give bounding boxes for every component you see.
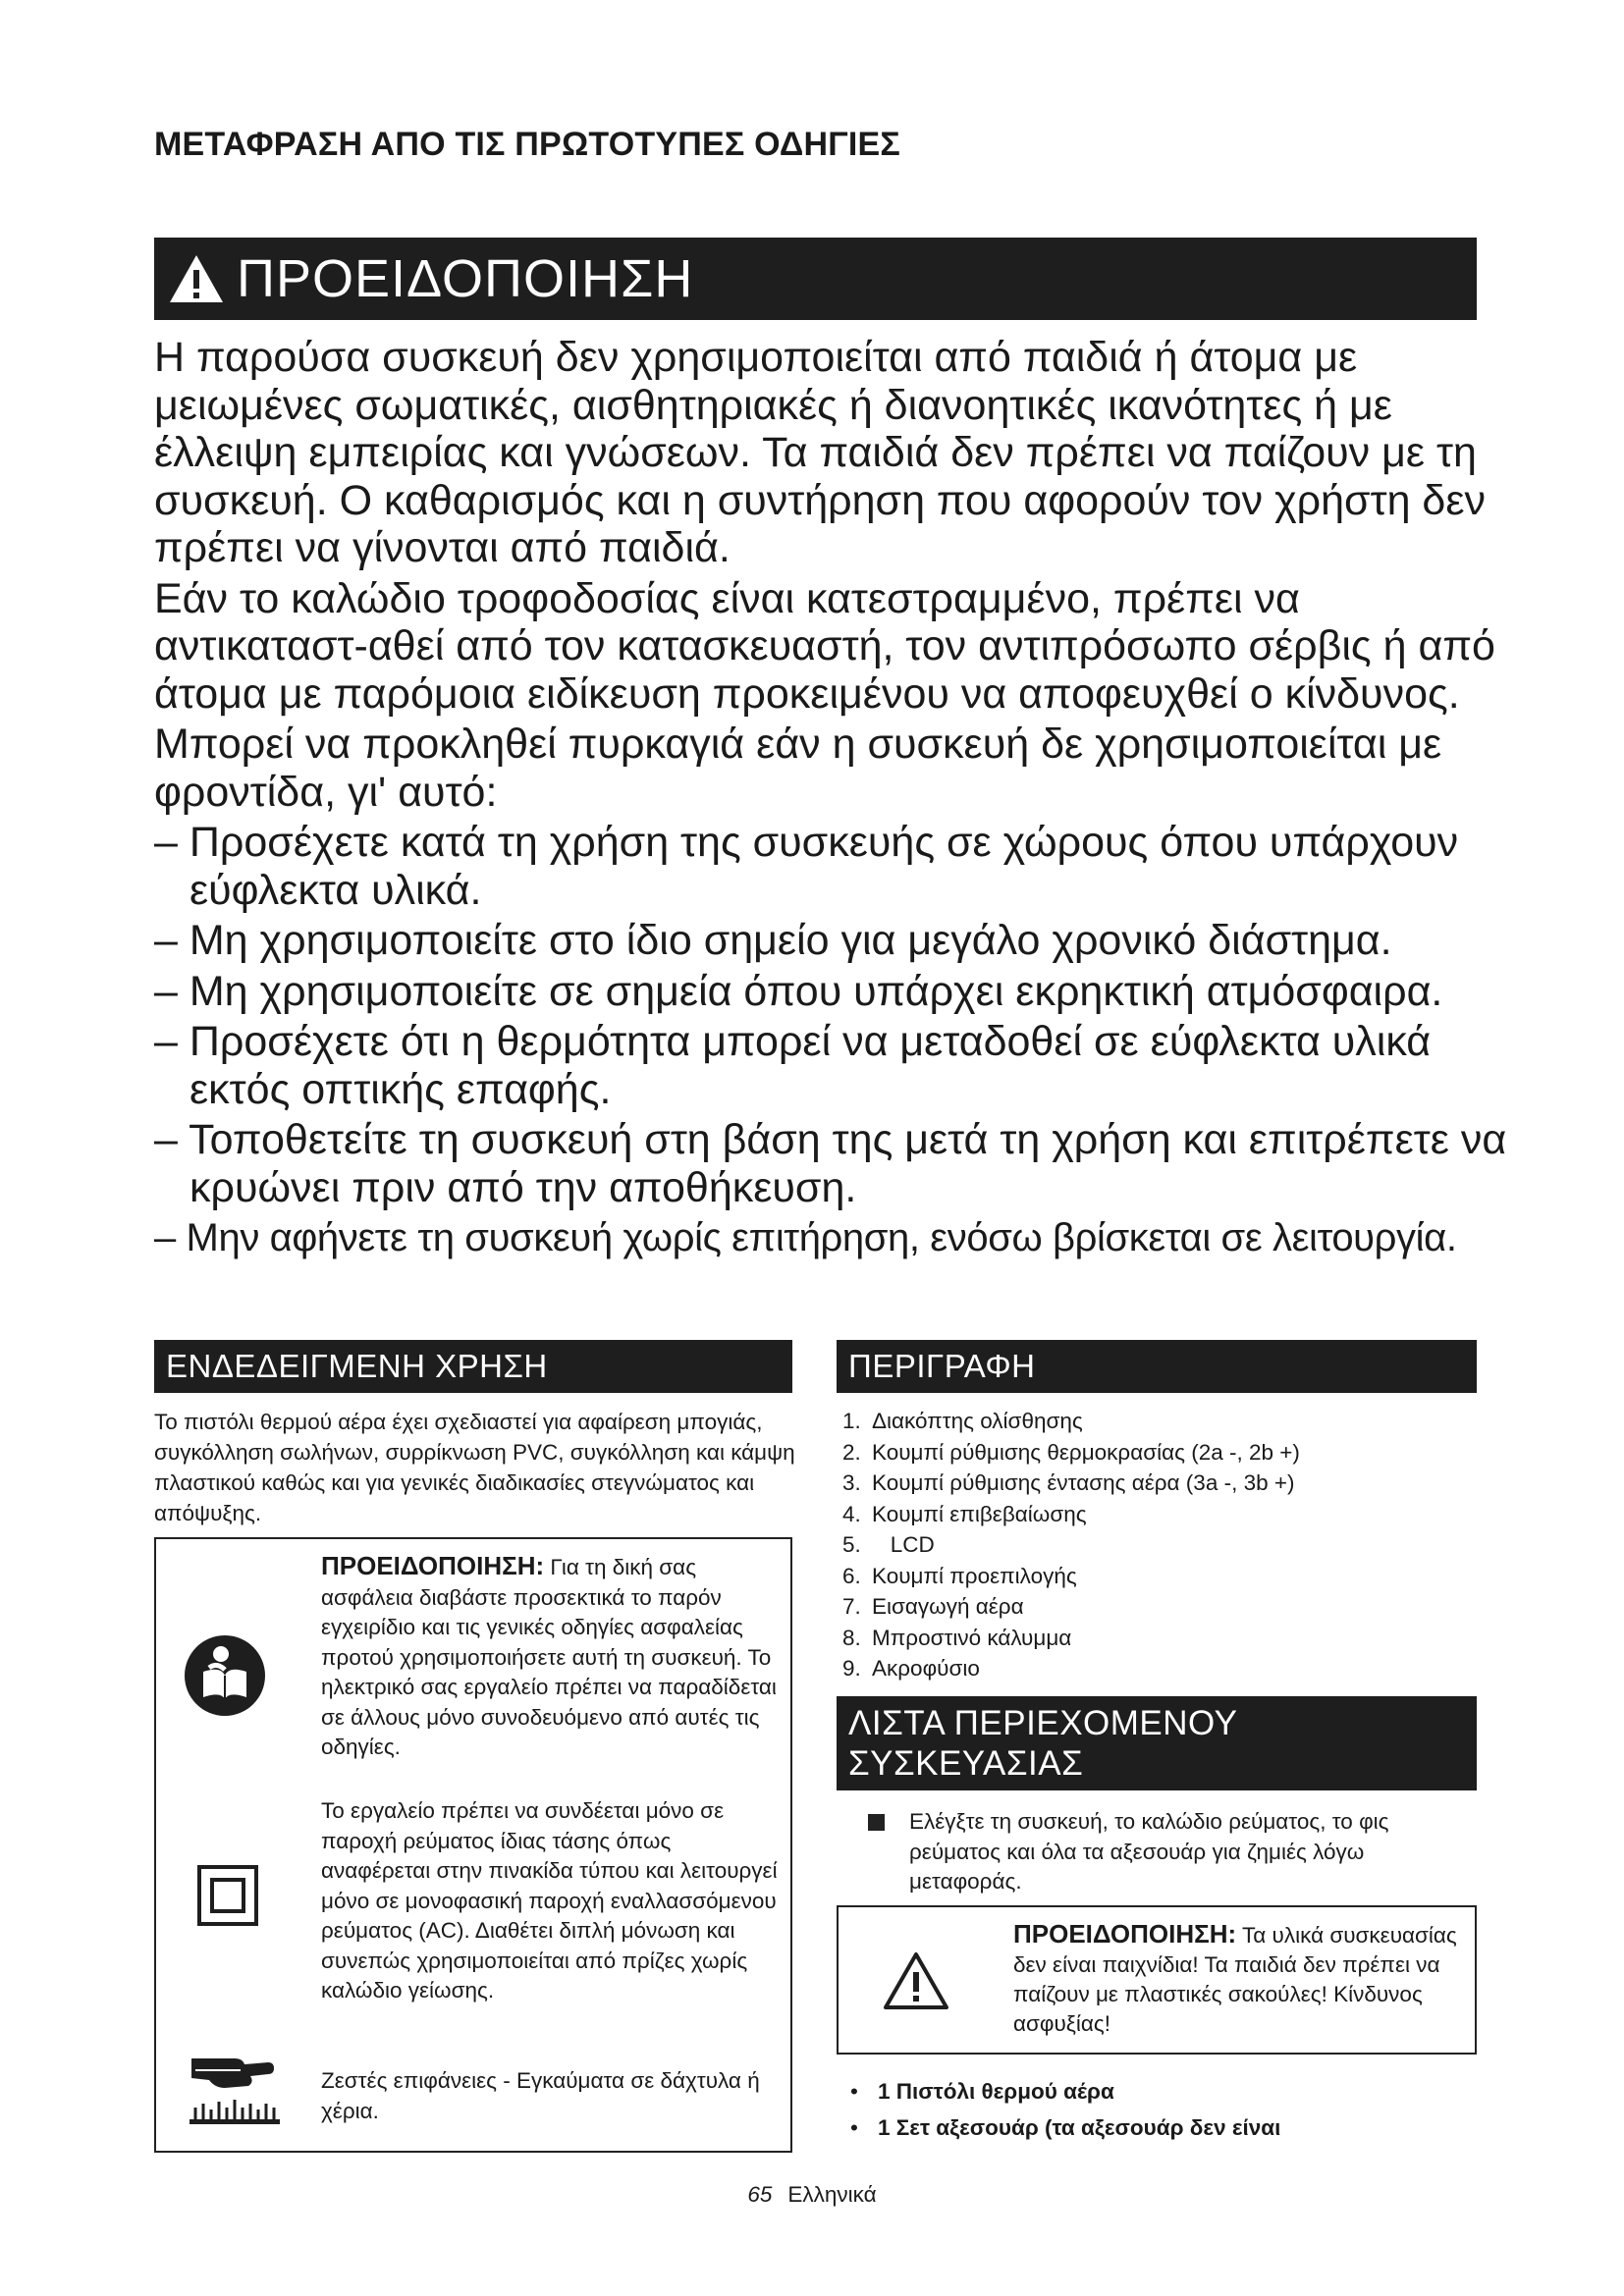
item-number: 6. [842, 1563, 861, 1588]
read-manual-text [321, 1551, 783, 1763]
warning-triangle-icon [882, 1950, 950, 2011]
page-number: 65 [747, 2182, 773, 2207]
warning-paragraph: Μπορεί να προκληθεί πυρκαγιά εάν η συσκευή δε χρησιμοποιείται με φροντίδα, γι' αυτό: [154, 721, 1442, 816]
warning-paragraph: Εάν το καλώδιο τροφοδοσίας είναι κατεστραμμένο, πρέπει να αντικαταστ-αθεί από τον κατασκευαστή, τον αντιπρόσωπο σέρβις ή από άτομα με παρόμοια ειδίκευση προκειμένου να αποφευχθεί ο κίνδυνος. [154, 574, 1495, 718]
packaging-warning-text [1013, 1919, 1467, 2039]
warning-bullet: – Μη χρησιμοποιείτε σε σημεία όπου υπάρχει εκρηκτική ατμόσφαιρα. [154, 967, 1443, 1015]
list-item [842, 1653, 1471, 1684]
intended-use-text: Το πιστόλι θερμού αέρα έχει σχεδιαστεί για αφαίρεση μπογιάς, συγκόλληση σωλήνων, συρρίκνωση PVC, συγκόλληση και κάμψη πλαστικού καθώς και για γενικές διαδικασίες στεγνώματος και απόψυξης. [154, 1410, 795, 1525]
item-number: 7. [842, 1594, 861, 1619]
square-bullet-icon [868, 1814, 885, 1831]
item-label: Μπροστινό κάλυμμα [872, 1625, 1072, 1650]
warning-bullet: – Προσέχετε κατά τη χρήση της συσκευής σε χώρους όπου υπάρχουν εύφλεκτα υλικά. [154, 819, 1459, 914]
item-number: 2. [842, 1439, 861, 1465]
item-label: LCD [872, 1532, 935, 1557]
item-label: Κουμπί προεπιλογής [872, 1563, 1077, 1588]
double-insulation-icon [197, 1865, 258, 1926]
list-item [842, 1591, 1471, 1623]
item-number: 8. [842, 1625, 861, 1650]
warning-banner [154, 238, 1477, 320]
read-manual-title: ΠΡΟΕΙΔΟΠΟΙΗΣΗ: [321, 1551, 545, 1580]
item-number: 5. [842, 1532, 861, 1557]
contents-check-text: Ελέγξτε τη συσκευή, το καλώδιο ρεύματος, το φις ρεύματος και όλα τα αξεσουάρ για ζημιές λόγω μεταφοράς. [909, 1809, 1389, 1894]
item-label: Κουμπί ρύθμισης θερμοκρασίας (2a -, 2b +) [872, 1439, 1300, 1465]
warning-bullet: – Τοποθετείτε τη συσκευή στη βάση της μετά τη χρήση και επιτρέπετε να κρυώνει πριν από την αποθήκευση. [154, 1116, 1507, 1211]
list-item: • 1 Πιστόλι θερμού αέρα [844, 2073, 1473, 2109]
item-label: Διακόπτης ολίσθησης [872, 1409, 1083, 1433]
item-label: Ακροφύσιο [872, 1656, 980, 1681]
list-item: • 1 Σετ αξεσουάρ (τα αξεσουάρ δεν είναι [844, 2109, 1473, 2146]
footer-language: Ελληνικά [787, 2182, 877, 2207]
hot-surface-icon [186, 2049, 284, 2125]
list-item [842, 1437, 1471, 1468]
list-item [842, 1499, 1471, 1530]
page-footer [0, 2182, 1624, 2208]
item-number: 1. [842, 1409, 861, 1433]
list-item [842, 1468, 1471, 1499]
read-manual-icon [182, 1632, 268, 1719]
warning-banner-label: ΠΡΟΕΙΔΟΠΟΙΗΣΗ [237, 249, 694, 308]
item-number: 9. [842, 1656, 861, 1681]
warning-triangle-icon [168, 253, 225, 304]
item-label: Κουμπί επιβεβαίωσης [872, 1501, 1087, 1526]
list-item [842, 1561, 1471, 1592]
warning-bullet: – Μην αφήνετε τη συσκευή χωρίς επιτήρηση, ενόσω βρίσκεται σε λειτουργία. [154, 1216, 1457, 1259]
warning-bullet: – Μη χρησιμοποιείτε στο ίδιο σημείο για μεγάλο χρονικό διάστημα. [154, 917, 1392, 964]
item-label: Κουμπί ρύθμισης έντασης αέρα (3a -, 3b +) [872, 1470, 1295, 1495]
description-list [842, 1406, 1471, 1684]
warning-body [154, 334, 1509, 1265]
intended-use-heading: ΕΝΔΕΔΕΙΓΜΕΝΗ ΧΡΗΣΗ [154, 1340, 792, 1393]
package-contents-list [844, 2073, 1473, 2146]
item-number: 4. [842, 1501, 861, 1526]
hot-surface-text: Ζεστές επιφάνειες - Εγκαύματα σε δάχτυλα ή χέρια. [321, 2068, 760, 2123]
item-label: Εισαγωγή αέρα [872, 1594, 1024, 1619]
list-item [842, 1623, 1471, 1654]
read-manual-body: Για τη δική σας ασφάλεια διαβάστε προσεκτικά το παρόν εγχειρίδιο και τις γενικές οδηγίες ασφαλείας προτού χρησιμοποιήσετε αυτή τη συσκευή. Το ηλεκτρικό σας εργαλείο πρέπει να παραδίδεται σε άλλους μόνο συνοδευόμενο από αυτές τις οδηγίες. [321, 1555, 777, 1759]
page-header-title: ΜΕΤΑΦΡΑΣΗ ΑΠΟ ΤΙΣ ΠΡΩΤΟΤΥΠΕΣ ΟΔΗΓΙΕΣ [154, 126, 901, 163]
item-number: 3. [842, 1470, 861, 1495]
power-supply-text: Το εργαλείο πρέπει να συνδέεται μόνο σε παροχή ρεύματος ίδιας τάσης όπως αναφέρεται στην πινακίδα τύπου και λειτουργεί μόνο σε μονοφασική παροχή εναλλασσόμενου ρεύματος (AC). Διαθέτει διπλή μόνωση και συνεπώς χρησιμοποιείται από πρίζες χωρίς καλώδιο γείωσης. [321, 1798, 778, 2002]
packaging-warning-box [837, 1905, 1477, 2055]
package-contents-heading: ΛΙΣΤΑ ΠΕΡΙΕΧΟΜΕΝΟΥ ΣΥΣΚΕΥΑΣΙΑΣ [837, 1696, 1477, 1790]
list-item [842, 1406, 1471, 1437]
list-item [842, 1529, 1471, 1561]
packaging-warning-title: ΠΡΟΕΙΔΟΠΟΙΗΣΗ: [1013, 1919, 1237, 1949]
safety-info-box [154, 1537, 792, 2153]
contents-check-note [868, 1807, 1477, 1897]
warning-paragraph: Η παρούσα συσκευή δεν χρησιμοποιείται από παιδιά ή άτομα με μειωμένες σωματικές, αισθητηριακές ή διανοητικές ικανότητες ή με έλλειψη εμπειρίας και γνώσεων. Τα παιδιά δεν πρέπει να παίζουν με τη συσκευή. Ο καθαρισμός και η συντήρηση που αφορούν τον χρήστη δεν πρέπει να γίνονται από παιδιά. [154, 334, 1487, 571]
description-heading: ΠΕΡΙΓΡΑΦΗ [837, 1340, 1477, 1393]
packaging-warning-body: Τα υλικά συσκευασίας δεν είναι παιχνίδια! Τα παιδιά δεν πρέπει να παίζουν με πλαστικές σακούλες! Κίνδυνος ασφυξίας! [1013, 1923, 1457, 2036]
warning-bullet: – Προσέχετε ότι η θερμότητα μπορεί να μεταδοθεί σε εύφλεκτα υλικά εκτός οπτικής επαφής. [154, 1018, 1432, 1113]
